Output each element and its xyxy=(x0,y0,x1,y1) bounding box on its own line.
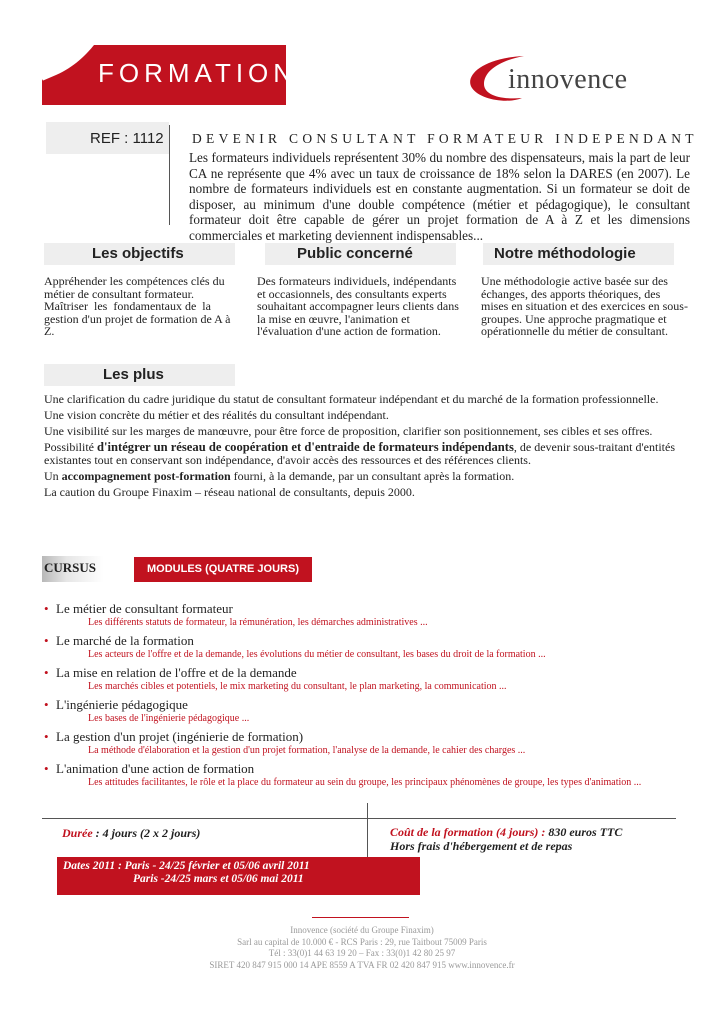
section-header-public: Public concerné xyxy=(265,243,456,265)
duration xyxy=(62,826,200,841)
plus-text: Un xyxy=(44,468,62,483)
module-title xyxy=(44,729,704,745)
section-header-plus: Les plus xyxy=(44,364,235,386)
module-title xyxy=(44,665,704,681)
footer-line: Innovence (société du Groupe Finaxim) xyxy=(290,925,434,935)
text-line: opérationnelle du métier de consultant. xyxy=(481,324,668,338)
module-description: Les bases de l'ingénierie pédagogique ... xyxy=(88,713,250,724)
text-line: Z. xyxy=(44,324,55,338)
text-line: la mise en œuvre, l'animation et xyxy=(257,311,410,326)
plus-item xyxy=(44,441,684,466)
page-title: FORMATION xyxy=(98,58,298,88)
text-line: Maîtriser les fondamentaux de la xyxy=(44,299,211,313)
module-description: La méthode d'élaboration et la gestion d'un projet formation, l'analyse de la demande, le cahier des charges ... xyxy=(88,745,526,756)
vertical-divider xyxy=(169,125,170,225)
modules-button[interactable]: MODULES (QUATRE JOURS) xyxy=(134,557,312,582)
plus-item xyxy=(44,393,684,406)
banner-curve-decoration xyxy=(42,45,94,105)
bullet-icon: • xyxy=(44,601,49,616)
vertical-divider xyxy=(367,803,368,859)
logo-text: innovence xyxy=(508,64,628,95)
module-title-text: La mise en relation de l'offre et de la demande xyxy=(56,665,297,680)
text-line: Une méthodologie active basée sur des xyxy=(481,274,668,288)
course-intro: Les formateurs individuels représentent 30% du nombre des dispensateurs, mais la part de leur CA ne représente que 4% avec un taux de croissance de 18% selon la DARES (en 2007). Le nombre de formateurs individuels est en constante augmentation. Si un formateur se doit de disposer, au minimum d'une double compétence (métier et pédagogique), le consultant formateur doit être capable de gérer un projet formation de A à Z et les dimensions commerciales et marketing deviennent indispensables... xyxy=(189,150,690,243)
module-title-text: Le métier de consultant formateur xyxy=(56,601,233,616)
cost-value: 830 euros TTC xyxy=(545,825,623,839)
plus-highlight: accompagnement post-formation xyxy=(61,468,231,483)
section-header-objectifs: Les objectifs xyxy=(44,243,235,265)
module-title xyxy=(44,697,704,713)
horizontal-divider xyxy=(42,818,676,819)
cost xyxy=(390,826,622,853)
module-title-text: La gestion d'un projet (ingénierie de formation) xyxy=(56,729,304,744)
plus-text: Une vision concrète du métier et des réalités du consultant indépendant. xyxy=(44,408,389,423)
module-title-text: L'animation d'une action de formation xyxy=(56,761,255,776)
plus-text: Une clarification du cadre juridique du statut de consultant formateur indépendant et du marché de la formation professionnelle. xyxy=(44,392,659,406)
plus-text: La caution du Groupe Finaxim – réseau national de consultants, depuis 2000. xyxy=(44,485,415,500)
footer xyxy=(0,925,724,971)
plus-text: Possibilité xyxy=(44,440,98,455)
plus-highlight: d'intégrer un réseau de coopération et d'entraide de formateurs indépendants xyxy=(97,440,514,455)
module-title xyxy=(44,601,704,617)
module-description: Les acteurs de l'offre et de la demande, les évolutions du métier de consultant, les bases du droit de la formation ... xyxy=(88,649,546,660)
plus-text: , de devenir sous-traitant d'entités existantes tout en conservant son indépendance, d'avoir accès des ressources et des références clients. xyxy=(44,440,675,467)
text-line: Appréhender les compétences clés du xyxy=(44,274,225,288)
module-title-text: Le marché de la formation xyxy=(56,633,194,648)
plus-text: fourni, à la demande, par un consultant après la formation. xyxy=(230,468,515,483)
bullet-icon: • xyxy=(44,665,49,680)
bullet-icon: • xyxy=(44,633,49,648)
plus-list xyxy=(44,393,684,502)
bullet-icon: • xyxy=(44,729,49,744)
footer-line: Tél : 33(0)1 44 63 19 20 – Fax : 33(0)1 42 80 25 97 xyxy=(268,948,456,958)
footer-line: Sarl au capital de 10.000 € - RCS Paris : 29, rue Taitbout 75009 Paris xyxy=(237,936,487,947)
cost-note: Hors frais d'hébergement et de repas xyxy=(390,838,573,853)
cost-label: Coût de la formation (4 jours) : xyxy=(390,825,546,839)
module-title xyxy=(44,761,704,777)
dates-line: Paris -24/25 mars et 05/06 mai 2011 xyxy=(133,872,304,885)
text-line: gestion d'un projet de formation de A à xyxy=(44,311,231,326)
text-line: l'évaluation d'une action de formation. xyxy=(257,324,441,338)
methodologie-text xyxy=(481,275,696,338)
bullet-icon: • xyxy=(44,761,49,776)
bullet-icon: • xyxy=(44,697,49,712)
dates-box xyxy=(57,857,420,895)
duration-label: Durée xyxy=(62,826,93,840)
plus-item xyxy=(44,425,684,438)
public-text xyxy=(257,275,472,338)
text-line: souhaitant accompagner leurs clients dans xyxy=(257,299,459,313)
footer-line: SIRET 420 847 915 000 14 APE 8559 A TVA FR 02 420 847 915 www.innovence.fr xyxy=(209,959,515,970)
plus-item xyxy=(44,470,684,483)
modules-list xyxy=(44,601,704,793)
text-line: échanges, des apports théoriques, des xyxy=(481,286,661,301)
dates-line: Dates 2011 : Paris - 24/25 février et 05/06 avril 2011 xyxy=(63,860,310,872)
text-line: métier de consultant formateur. xyxy=(44,286,194,301)
cursus-label: CURSUS xyxy=(42,556,130,582)
text-line: et occasionnels, des consultants experts xyxy=(257,286,447,301)
section-header-methodologie: Notre méthodologie xyxy=(483,243,674,265)
plus-text: Une visibilité sur les marges de manœuvre, pour être force de proposition, clarifier son positionnement, ses cibles et ses offres. xyxy=(44,424,653,439)
objectifs-text xyxy=(44,275,249,338)
text-line: Des formateurs individuels, indépendants xyxy=(257,274,457,288)
course-title: DEVENIR CONSULTANT FORMATEUR INDEPENDANT xyxy=(192,131,698,146)
footer-divider xyxy=(312,917,409,918)
module-description: Les marchés cibles et potentiels, le mix marketing du consultant, le plan marketing, la communication ... xyxy=(88,681,507,692)
course-reference: REF : 1112 xyxy=(90,130,164,147)
module-title xyxy=(44,633,704,649)
text-line: mises en situation et des exercices en sous- xyxy=(481,299,688,313)
plus-item xyxy=(44,409,684,422)
module-description: Les différents statuts de formateur, la rémunération, les démarches administratives ... xyxy=(88,617,428,628)
module-description: Les attitudes facilitantes, le rôle et la place du formateur au sein du groupe, les principaux phénomènes de groupe, les types d'animation ... xyxy=(88,777,642,788)
text-line: groupes. Une approche pragmatique et xyxy=(481,311,667,326)
plus-item xyxy=(44,486,684,499)
cost-line xyxy=(390,826,622,840)
duration-value: : 4 jours (2 x 2 jours) xyxy=(92,826,201,840)
module-title-text: L'ingénierie pédagogique xyxy=(56,697,188,712)
